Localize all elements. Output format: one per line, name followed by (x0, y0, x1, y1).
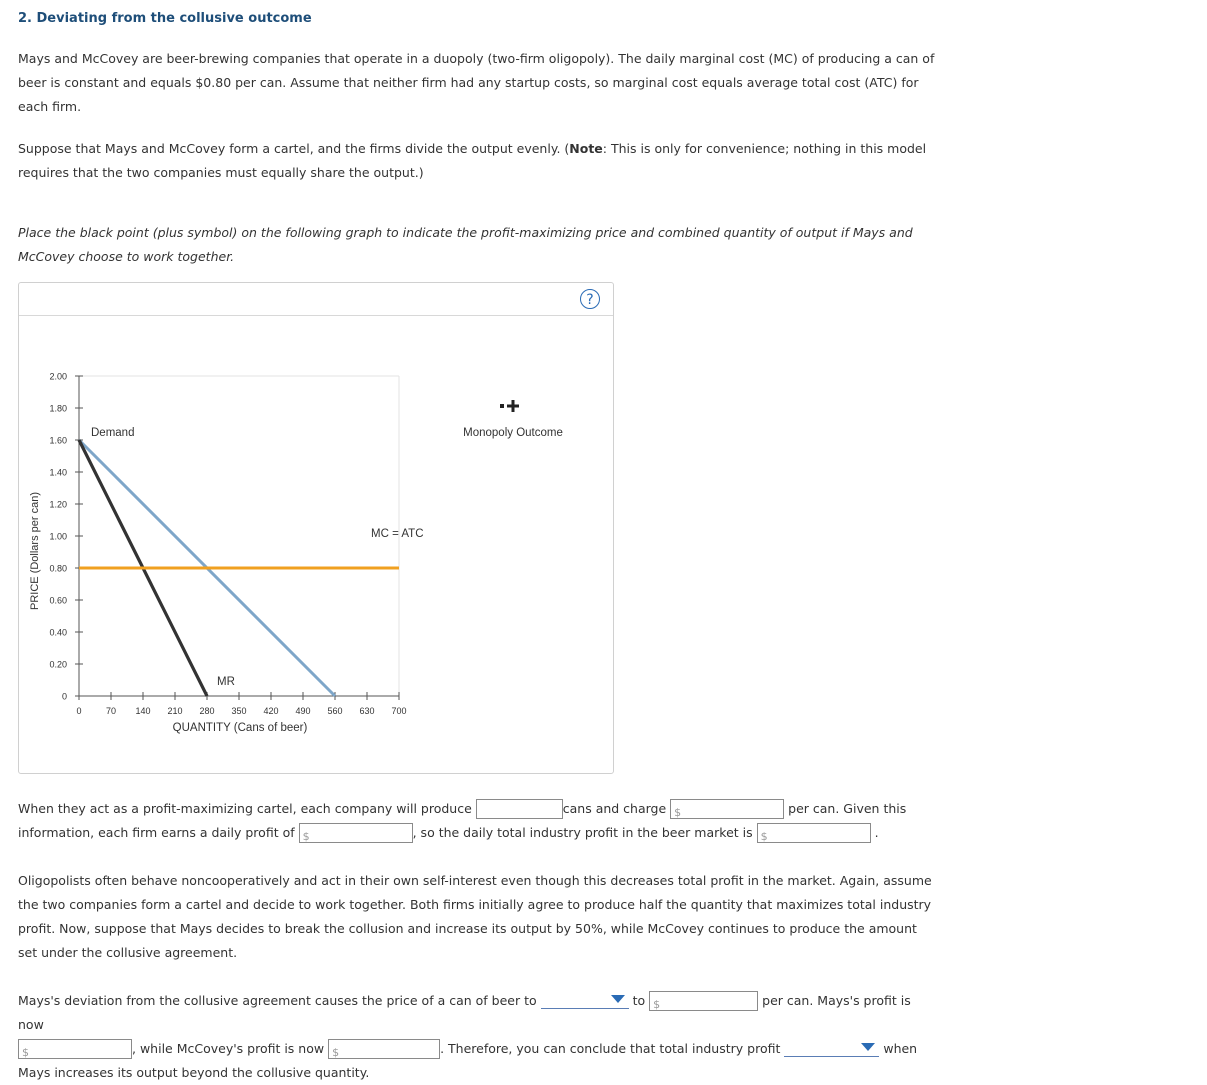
x-tick-label: 420 (263, 706, 279, 716)
mays-profit-input[interactable]: $ (18, 1039, 132, 1059)
quantity-per-firm-input[interactable] (476, 799, 563, 819)
graph-panel (18, 282, 614, 774)
graph-toolbar (19, 283, 613, 316)
chevron-down-icon (861, 1043, 875, 1051)
section-heading: 2. Deviating from the collusive outcome (18, 11, 312, 26)
y-tick-label: 1.40 (49, 467, 67, 478)
x-axis-label: QUANTITY (Cans of beer) (172, 722, 308, 734)
y-tick-label: 1.20 (49, 499, 67, 510)
help-icon[interactable]: ? (580, 289, 600, 309)
x-tick-label: 630 (359, 706, 375, 716)
y-tick-label: 1.80 (49, 403, 67, 414)
y-axis-label: PRICE (Dollars per can) (29, 492, 41, 610)
x-tick-label: 490 (295, 706, 311, 716)
y-tick-label: 2.00 (49, 371, 67, 382)
x-tick-label: 350 (231, 706, 247, 716)
y-tick-label: 0 (61, 691, 67, 702)
y-tick-label: 0.80 (49, 563, 67, 574)
y-tick-label: 1.60 (49, 435, 67, 446)
curves (79, 440, 399, 696)
y-tick-label: 1.00 (49, 531, 67, 542)
industry-profit-direction-dropdown[interactable] (784, 1038, 879, 1057)
y-tick-label: 0.40 (49, 627, 67, 638)
price-quantity-chart[interactable] (19, 315, 613, 773)
cartel-paragraph: Suppose that Mays and McCovey form a cartel, and the firms divide the output evenly. (Note: This is only for convenience; nothing in this model requires that the two companies must equally share the output.) (18, 141, 927, 180)
monopoly-outcome-label: Monopoly Outcome (463, 427, 563, 439)
plus-marker-icon[interactable] (500, 400, 519, 412)
note-label: Note (569, 141, 603, 156)
axes (75, 376, 399, 700)
cartel-price-input[interactable]: $ (670, 799, 784, 819)
demand-label: Demand (91, 427, 135, 439)
y-tick-label: 0.60 (49, 595, 67, 606)
mccovey-profit-input[interactable]: $ (328, 1039, 440, 1059)
mc-atc-label: MC = ATC (371, 528, 424, 540)
x-tick-label: 280 (199, 706, 215, 716)
chevron-down-icon (611, 995, 625, 1003)
firm-profit-input[interactable]: $ (299, 823, 413, 843)
new-price-input[interactable]: $ (649, 991, 758, 1011)
x-tick-label: 560 (327, 706, 343, 716)
deviation-paragraph: Oligopolists often behave noncooperatively and act in their own self-interest even though this decreases total profit in the market. Again, assume the two companies form a cartel and decide to work together. Both firms initially agree to produce half the quantity that maximizes total industry profit. Now, suppose that Mays decides to break the collusion and increase its output by 50%, while McCovey continues to produce the amount set under the collusive agreement. (18, 873, 932, 960)
intro-paragraph: Mays and McCovey are beer-brewing companies that operate in a duopoly (two-firm oligopoly). The daily marginal cost (MC) of producing a can of beer is constant and equals $0.80 per can. Assume that neither firm had any startup costs, so marginal cost equals average total cost (ATC) for each firm. (18, 51, 935, 114)
graph-instruction: Place the black point (plus symbol) on the following graph to indicate the profit-maximizing price and combined quantity of output if Mays and McCovey choose to work together. (18, 225, 913, 264)
price-direction-dropdown[interactable] (541, 990, 629, 1009)
y-tick-label: 0.20 (49, 659, 67, 670)
x-tick-label: 140 (135, 706, 151, 716)
x-tick-label: 70 (105, 706, 117, 716)
x-tick-labels (76, 706, 406, 716)
x-tick-label: 0 (76, 706, 82, 716)
question-2: Mays's deviation from the collusive agreement causes the price of a can of beer to to $ per can. Mays's profit is now $ , while McCovey's profit is now $ . Therefore, you can conclude that total industry profit when Mays increases its output beyond the collusive quantity. (18, 989, 938, 1085)
monopoly-outcome-tool[interactable] (463, 400, 563, 439)
mr-label: MR (217, 676, 235, 688)
industry-profit-input[interactable]: $ (757, 823, 871, 843)
question-1: When they act as a profit-maximizing cartel, each company will produce cans and charge $ per can. Given this information, each firm earns a daily profit of $ , so the daily total industry profit in the beer market is $ . (18, 797, 938, 845)
x-tick-label: 700 (391, 706, 407, 716)
y-tick-labels (49, 372, 67, 702)
x-tick-label: 210 (167, 706, 183, 716)
